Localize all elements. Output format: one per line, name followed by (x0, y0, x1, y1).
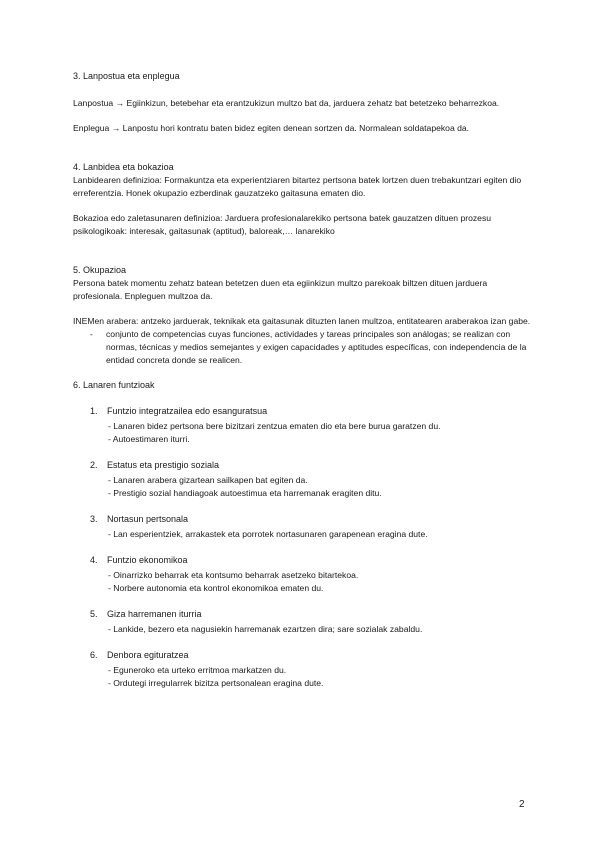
list-item (73, 608, 533, 636)
section-5-paragraph-2: INEMen arabera: antzeko jarduerak, teknikak eta gaitasunak dituzten lanen multzoa, entitatearen araberakoa izan gabe. (73, 316, 531, 326)
function-title: Giza harremanen iturria (107, 609, 202, 619)
function-detail: - Lankide, bezero eta nagusiekin harremanak ezartzen dira; sare sozialak zabaldu. (108, 624, 423, 634)
function-detail: - Oinarrizko beharrak eta kontsumo beharrak asetzeko bitartekoa. (108, 570, 359, 580)
function-detail: - Lan esperientziek, arrakastek eta porrotek nortasunaren garapenean eragina dute. (108, 529, 428, 539)
list-dash: - (90, 329, 93, 339)
section-3-paragraph-2: Enplegua → Lanpostu hori kontratu baten bidez egiten denean sortzen da. Normalean soldatapekoa da. (73, 123, 470, 133)
page-number: 2 (519, 799, 525, 810)
function-detail: - Ordutegi irregularrek bizitza pertsonalean eragina dute. (108, 678, 324, 688)
page-content (73, 70, 533, 703)
list-item-number: 2. (90, 460, 98, 470)
function-title: Funtzio integratzailea edo esanguratsua (107, 406, 268, 416)
section-4-heading: 4. Lanbidea eta bokazioa (73, 162, 174, 172)
function-title: Nortasun pertsonala (107, 514, 189, 524)
section-5-paragraph-1: Persona batek momentu zehatz batean betetzen duen eta egiinkizun multzo parekoak biltzen dituen jarduera profesionala. Enpleguen multzoa da. (73, 278, 488, 301)
function-title: Estatus eta prestigio soziala (107, 460, 220, 470)
list-item (73, 513, 533, 541)
inem-definition-item: conjunto de competencias cuyas funciones, actividades y tareas principales son análogas; se realizan con normas, técnicas y medios semejantes y exigen capacidades y aptitudes específicas, con independencia de la entidad concreta donde se realicen. (106, 329, 527, 365)
function-title: Denbora egituratzea (107, 650, 189, 660)
functions-list (73, 405, 533, 690)
function-detail: - Autoestimaren iturri. (108, 434, 190, 444)
inem-definition-list (73, 328, 533, 367)
list-item-number: 4. (90, 555, 98, 565)
function-detail: - Eguneroko eta urteko erritmoa markatzen du. (108, 665, 287, 675)
function-detail: - Lanaren arabera gizartean sailkapen bat egiten da. (108, 475, 308, 485)
function-detail: - Lanaren bidez pertsona bere bizitzari zentzua ematen dio eta bere burua garatzen du. (108, 421, 441, 431)
list-item-number: 5. (90, 609, 98, 619)
list-item (73, 554, 533, 595)
list-item-number: 3. (90, 514, 98, 524)
list-item (73, 459, 533, 500)
section-3-paragraph-1: Lanpostua → Egiinkizun, betebehar eta erantzukizun multzo bat da, jarduera zehatz bat betetzeko beharrezkoa. (73, 98, 500, 108)
section-6-heading: 6. Lanaren funtzioak (73, 380, 155, 390)
list-item (73, 405, 533, 446)
section-4-paragraph-1: Lanbidearen definizioa: Formakuntza eta experientziaren bitartez pertsona batek lortzen duen trebakuntzari egiten dio erreferentzia. Honek okupazio ezberdinak gauzatzeko gaitasuna ematen dio. (73, 175, 522, 198)
section-4-paragraph-2: Bokazioa edo zaletasunaren definizioa: Jarduera profesionalarekiko pertsona batek gauzatzen dituen prozesu psikologikoak: interesak, gaitasunak (aptitud), baloreak,… lanarekiko (73, 213, 492, 236)
list-item-number: 1. (90, 406, 98, 416)
list-item-number: 6. (90, 650, 98, 660)
function-detail: - Norbere autonomia eta kontrol ekonomikoa ematen du. (108, 583, 324, 593)
section-5-heading: 5. Okupazioa (73, 265, 127, 275)
function-title: Funtzio ekonomikoa (107, 555, 188, 565)
function-detail: - Prestigio sozial handiagoak autoestimua eta harremanak eragiten ditu. (108, 488, 382, 498)
list-item (73, 649, 533, 690)
section-3-heading: 3. Lanpostua eta enplegua (73, 71, 180, 81)
